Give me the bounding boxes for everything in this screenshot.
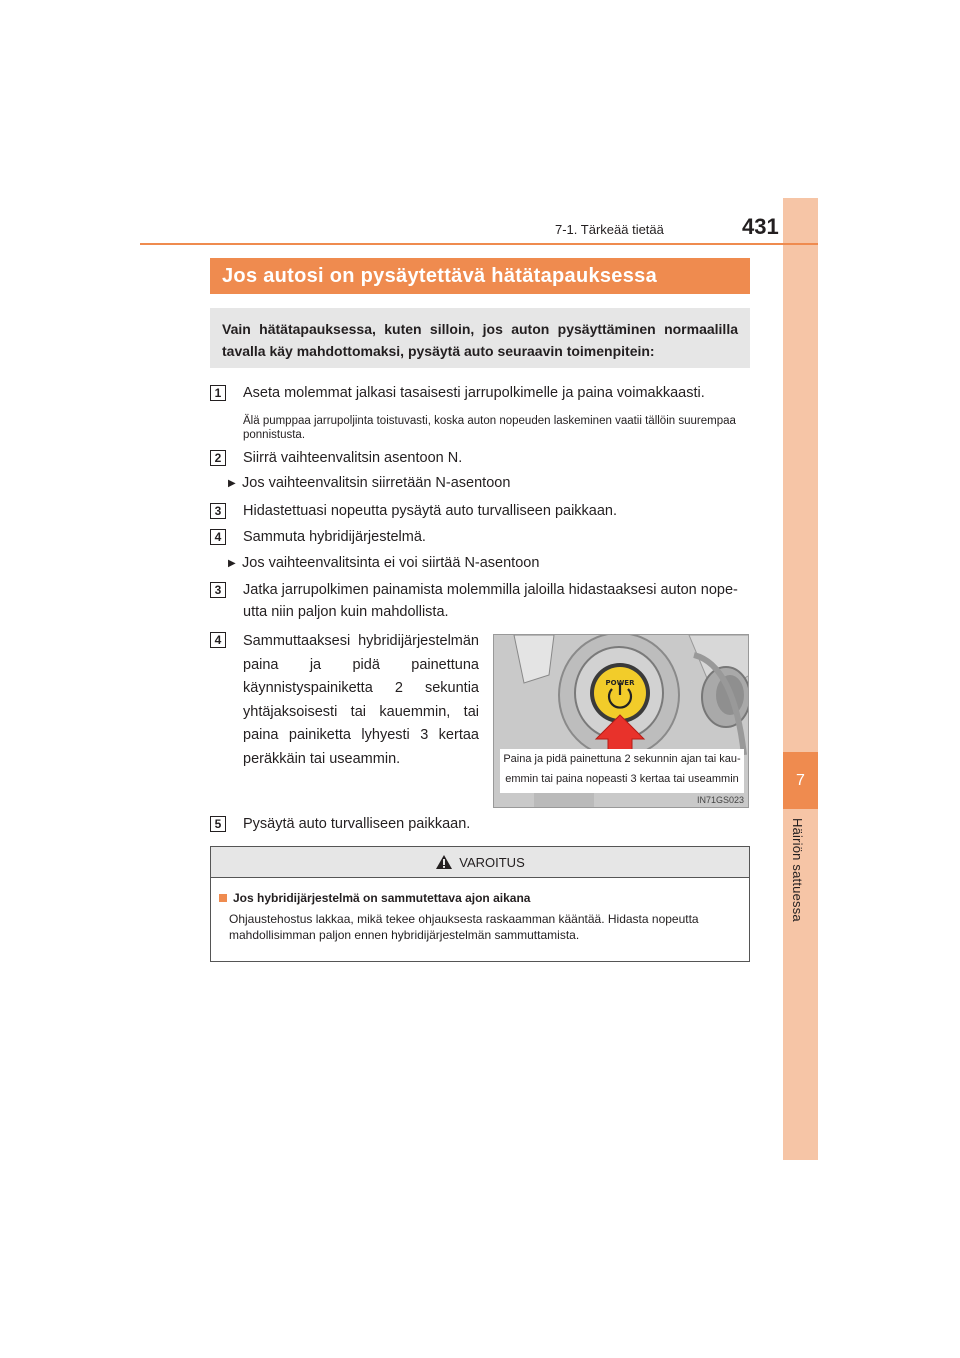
step-number-3a: 3: [210, 503, 226, 519]
step-number-5: 5: [210, 816, 226, 832]
caption-line-1: Paina ja pidä painettuna 2 sekunnin ajan tai kau-: [503, 753, 741, 765]
step-3b-line1: Jatka jarrupolkimen painamista molemmilla jaloilla hidastaaksesi auton nope-: [243, 582, 738, 598]
step-3b-line2: utta niin paljon kuin mahdollista.: [243, 604, 449, 620]
header-rule: [140, 243, 818, 245]
illustration-caption: [500, 749, 744, 793]
step-number-2: 2: [210, 450, 226, 466]
step-1-note: Älä pumppaa jarrupoljinta toistuvasti, koska auton nopeuden laskeminen vaatii tällöin suurempaa ponnistusta.: [243, 415, 736, 441]
step-5-text: Pysäytä auto turvalliseen paikkaan.: [243, 816, 471, 832]
step-number-4a: 4: [210, 529, 226, 545]
warning-title: [219, 891, 530, 905]
warning-triangle-icon: [435, 854, 453, 870]
step-2-text: Siirrä vaihteenvalitsin asentoon N.: [243, 450, 463, 466]
warning-box: [210, 846, 750, 962]
chapter-title: Häiriön sattuessa: [790, 818, 805, 922]
step-number-1: 1: [210, 385, 226, 401]
subheading-b: [228, 555, 539, 571]
step-3a-text: Hidastettuasi nopeutta pysäytä auto turvalliseen paikkaan.: [243, 503, 618, 519]
chapter-number: 7: [783, 752, 818, 809]
triangle-right-icon: ▶: [228, 478, 236, 489]
warning-header: [211, 847, 749, 878]
power-button-illustration: [493, 634, 749, 808]
step-1-text: Aseta molemmat jalkasi tasaisesti jarrupolkimelle ja paina voimakkaasti.: [243, 385, 705, 401]
caption-line-2: emmin tai paina nopeasti 3 kertaa tai useammin: [505, 773, 739, 785]
illustration-code: IN71GS023: [696, 795, 744, 805]
power-button-label: POWER: [605, 679, 635, 687]
warning-text: Ohjaustehostus lakkaa, mikä tekee ohjauksesta raskaamman kääntää. Hidasta nopeutta mahdollisimman paljon ennen hybridijärjestelmän sammuttamista.: [229, 912, 699, 942]
page-title: Jos autosi on pysäytettävä hätätapauksessa: [210, 258, 750, 294]
step-number-3b: 3: [210, 582, 226, 598]
warning-title-text: Jos hybridijärjestelmä on sammutettava ajon aikana: [233, 891, 531, 905]
step-4b-text: Sammuttaaksesi hybridijärjestelmän paina ja pidä painettuna käynnistyspainiketta 2 sekuntia yhtäjaksoisesti tai kauemmin, tai paina painiketta lyhyesti 3 kertaa peräkkäin tai useammin.: [243, 633, 479, 767]
step-number-4b: 4: [210, 632, 226, 648]
step-4a-text: Sammuta hybridijärjestelmä.: [243, 529, 426, 545]
warning-label: VAROITUS: [459, 854, 525, 870]
subheading-a: [228, 475, 510, 491]
subheading-b-text: Jos vaihteenvalitsinta ei voi siirtää N-asentoon: [242, 555, 540, 571]
orange-square-icon: [219, 894, 227, 902]
intro-box: Vain hätätapauksessa, kuten silloin, jos auton pysäyttäminen normaalilla tavalla käy mahdottomaksi, pysäytä auto seuraavin toimenpitein:: [210, 308, 750, 368]
triangle-right-icon: ▶: [228, 558, 236, 569]
chapter-side-tab: [783, 198, 818, 1160]
section-name: 7-1. Tärkeää tietää: [555, 222, 664, 237]
subheading-a-text: Jos vaihteenvalitsin siirretään N-asentoon: [242, 475, 511, 491]
page-number: 431: [742, 214, 779, 239]
